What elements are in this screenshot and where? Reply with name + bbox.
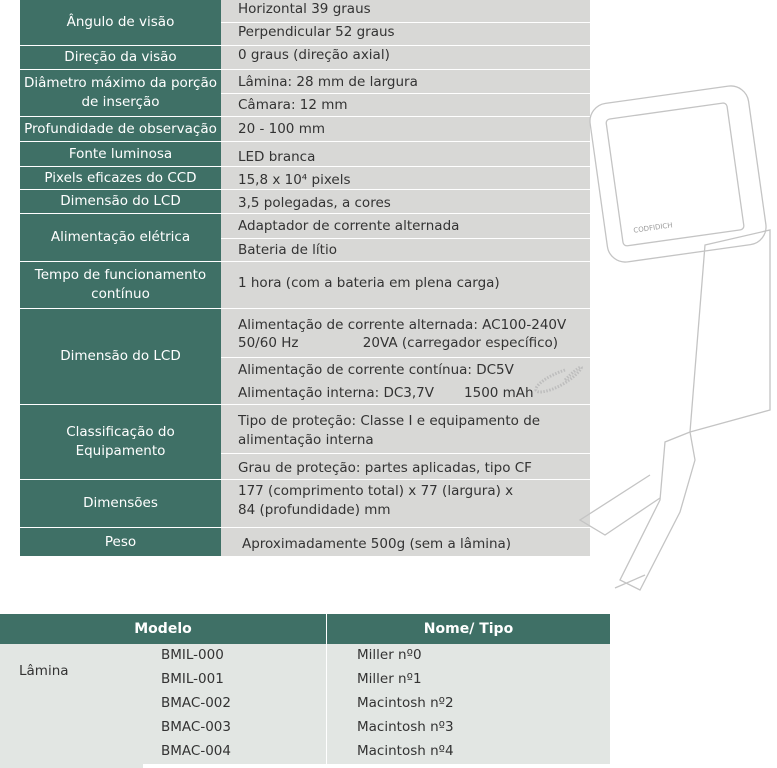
model-code: BMAC-002: [161, 695, 231, 711]
header-model: Modelo: [0, 614, 326, 644]
spec-value: 1 hora (com a bateria em plena carga): [238, 275, 500, 291]
table-row: [143, 668, 610, 693]
spec-value: Aproximadamente 500g (sem a lâmina): [242, 536, 512, 552]
spec-label: Dimensão do LCD: [20, 309, 221, 405]
spec-label: Peso: [20, 528, 221, 556]
spec-label: Fonte luminosa: [20, 142, 221, 167]
spec-label: Profundidade de observação: [20, 117, 221, 142]
model-code: BMAC-004: [161, 743, 231, 759]
spec-row: [20, 70, 590, 117]
table-row: [143, 644, 610, 669]
spec-row: [20, 46, 590, 70]
spec-value: 20 - 100 mm: [238, 121, 325, 137]
model-name: Miller nº0: [357, 647, 422, 663]
spec-value: Grau de proteção: partes aplicadas, tipo CF: [238, 460, 532, 476]
spec-value: 84 (profundidade) mm: [238, 502, 391, 518]
spec-label: Dimensão do LCD: [20, 190, 221, 214]
laryngoscope-illustration: [520, 80, 777, 600]
model-name: Macintosh nº2: [357, 695, 454, 711]
spec-row: [20, 480, 590, 528]
spec-value: LED branca: [238, 149, 316, 165]
spec-row: [20, 528, 590, 556]
spec-value: Câmara: 12 mm: [238, 97, 348, 113]
model-code: BMIL-000: [161, 647, 224, 663]
spec-value: 0 graus (direção axial): [238, 47, 390, 63]
spec-value: Horizontal 39 graus: [238, 1, 371, 17]
column-divider: [326, 614, 327, 764]
spec-value: Alimentação de corrente alternada: AC100-240V: [238, 317, 567, 333]
spec-value: Bateria de lítio: [238, 242, 337, 258]
model-name: Macintosh nº4: [357, 743, 454, 759]
spec-table: [20, 0, 590, 556]
spec-label: Tempo de funcionamento contínuo: [20, 262, 221, 309]
model-code: BMAC-003: [161, 719, 231, 735]
spec-label: Direção da visão: [20, 46, 221, 70]
spec-label: Alimentação elétrica: [20, 214, 221, 262]
spec-label: Dimensões: [20, 480, 221, 528]
spec-row: [20, 214, 590, 262]
model-name: Miller nº1: [357, 671, 422, 687]
spec-value: Adaptador de corrente alternada: [238, 218, 460, 234]
header-name-type: Nome/ Tipo: [327, 614, 610, 644]
spec-value: Alimentação de corrente contínua: DC5V: [238, 362, 514, 378]
spec-row: [20, 117, 590, 142]
spec-value: 177 (comprimento total) x 77 (largura) x: [238, 483, 514, 499]
table-row: [143, 716, 610, 741]
spec-value: 50/60 Hz 20VA (carregador específico): [238, 335, 559, 351]
brand-label: CODFIDICH: [632, 221, 674, 235]
spec-value: Alimentação interna: DC3,7V 1500 mAh: [238, 385, 534, 401]
spec-row: [20, 167, 590, 190]
spec-row: [20, 262, 590, 309]
spec-value: Tipo de proteção: Classe I e equipamento de: [238, 413, 541, 429]
group-label: Lâmina: [19, 663, 69, 679]
model-code: BMIL-001: [161, 671, 224, 687]
spec-row: [20, 142, 590, 167]
table-row: [143, 740, 610, 765]
spec-row: [20, 309, 590, 405]
spec-value: Lâmina: 28 mm de largura: [238, 74, 418, 90]
spec-value: 15,8 x 10⁴ pixels: [238, 172, 351, 188]
spec-row: [20, 0, 590, 46]
table-row: [143, 692, 610, 717]
group-cell: [0, 644, 143, 768]
spec-row: [20, 405, 590, 480]
spec-row: [20, 190, 590, 214]
spec-label: Ângulo de visão: [20, 0, 221, 46]
spec-label: Diâmetro máximo da porção de inserção: [20, 70, 221, 117]
spec-value: 3,5 polegadas, a cores: [238, 195, 391, 211]
spec-label: Pixels eficazes do CCD: [20, 167, 221, 190]
spec-value: alimentação interna: [238, 432, 374, 448]
model-name: Macintosh nº3: [357, 719, 454, 735]
spec-value: Perpendicular 52 graus: [238, 24, 395, 40]
spec-label: Classificação do Equipamento: [20, 405, 221, 480]
